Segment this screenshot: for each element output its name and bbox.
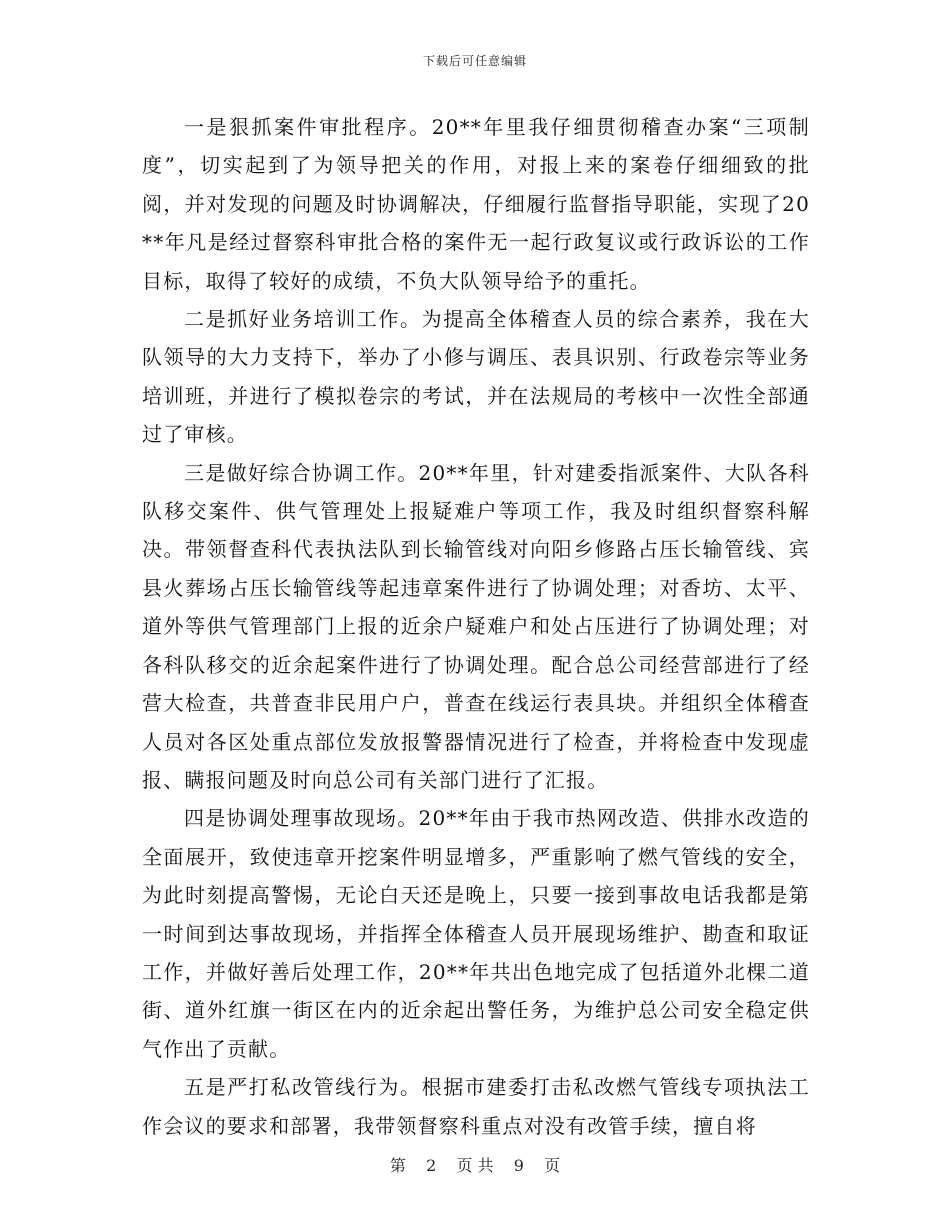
page-footer (0, 1156, 950, 1176)
paragraph-3: 三是做好综合协调工作。20**年里，针对建委指派案件、大队各科队移交案件、供气管理处上报疑难户等项工作，我及时组织督察科解决。带领督查科代表执法队到长输管线对向阳乡修路占压长输管线、宾县火葬场占压长输管线等起违章案件进行了协调处理；对香坊、太平、道外等供气管理部门上报的近余户疑难户和处占压进行了协调处理；对各科队移交的近余起案件进行了协调处理。配合总公司经营部进行了经营大检查，共普查非民用户户，普查在线运行表具块。并组织全体稽查人员对各区处重点部位发放报警器情况进行了检查，并将检查中发现虚报、瞒报问题及时向总公司有关部门进行了汇报。 (142, 460, 810, 792)
paragraph-5: 五是严打私改管线行为。根据市建委打击私改燃气管线专项执法工作会议的要求和部署，我带领督察科重点对没有改管手续，擅自将 (142, 1075, 810, 1138)
paragraph-2: 二是抓好业务培训工作。为提高全体稽查人员的综合素养，我在大队领导的大力支持下，举办了小修与调压、表具识别、行政卷宗等业务培训班，并进行了模拟卷宗的考试，并在法规局的考核中一次性全部通过了审核。 (142, 307, 810, 447)
page-header-note: 下载后可任意编辑 (422, 54, 527, 68)
footer-prefix: 第 (389, 1156, 406, 1175)
footer-middle: 页 共 (456, 1156, 494, 1175)
footer-suffix: 页 (544, 1156, 561, 1175)
paragraph-4: 四是协调处理事故现场。20**年由于我市热网改造、供排水改造的全面展开，致使违章开挖案件明显增多，严重影响了燃气管线的安全，为此时刻提高警惕，无论白天还是晚上，只要一接到事故电话我都是第一时间到达事故现场，并指挥全体稽查人员开展现场维护、勘查和取证工作，并做好善后处理工作，20**年共出色地完成了包括道外北棵二道街、道外红旗一街区在内的近余起出警任务，为维护总公司安全稳定供气作出了贡献。 (142, 806, 810, 1061)
footer-page-number: 2 (426, 1156, 437, 1175)
paragraph-1: 一是狠抓案件审批程序。20**年里我仔细贯彻稽查办案“三项制度”，切实起到了为领导把关的作用，对报上来的案卷仔细细致的批阅，并对发现的问题及时协调解决，仔细履行监督指导职能，实现了20**年凡是经过督察科审批合格的案件无一起行政复议或行政诉讼的工作目标，取得了较好的成绩，不负大队领导给予的重托。 (142, 115, 810, 293)
footer-total-pages: 9 (513, 1156, 524, 1175)
document-body (142, 108, 810, 1145)
